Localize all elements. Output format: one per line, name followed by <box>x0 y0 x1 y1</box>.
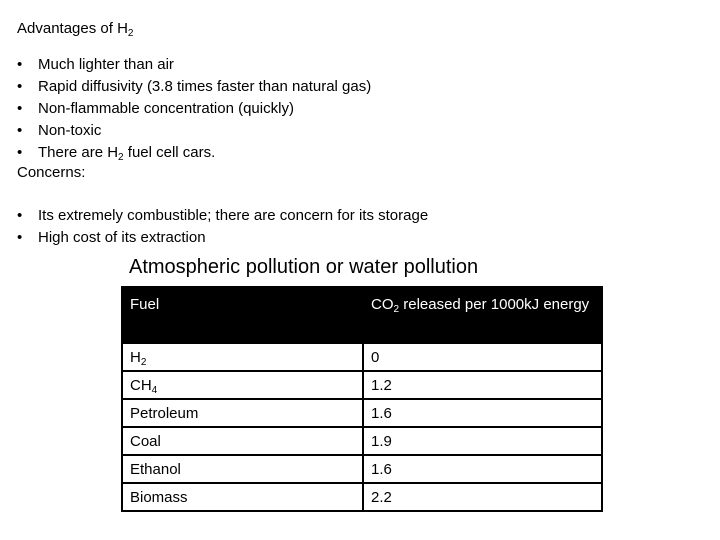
concerns-list <box>17 205 428 249</box>
bullet-icon: • <box>17 100 23 117</box>
bullet-icon: • <box>17 56 23 73</box>
list-item-text: Non-toxic <box>38 122 102 139</box>
fuel-name: Petroleum <box>130 404 199 422</box>
list-item-text: Its extremely combustible; there are concern for its storage <box>38 207 429 224</box>
fuel-cell <box>122 399 363 427</box>
fuel-subscript: 2 <box>140 356 147 368</box>
fuel-cell <box>122 371 363 399</box>
list-item-text: Much lighter than air <box>38 56 174 73</box>
list-item <box>17 205 428 227</box>
table-row <box>122 455 602 483</box>
fuel-cell <box>122 483 363 511</box>
header-fuel: Fuel <box>122 287 363 343</box>
fuel-subscript: 4 <box>151 384 158 396</box>
header-co2-text: CO <box>371 296 394 313</box>
list-item <box>17 120 371 142</box>
list-item <box>17 142 371 164</box>
co2-cell: 1.2 <box>363 371 602 399</box>
concerns-label: Concerns: <box>17 164 86 181</box>
table-header-row <box>122 287 602 343</box>
list-item <box>17 54 371 76</box>
advantages-list <box>17 54 371 164</box>
header-co2 <box>363 287 602 343</box>
table-title: Atmospheric pollution or water pollution <box>129 256 479 278</box>
fuel-name: Ethanol <box>130 460 181 478</box>
co2-cell: 0 <box>363 343 602 371</box>
co2-cell: 1.6 <box>363 399 602 427</box>
co2-cell: 1.9 <box>363 427 602 455</box>
bullet-icon: • <box>17 144 23 161</box>
list-item <box>17 98 371 120</box>
table-row <box>122 483 602 511</box>
list-item-text: Non-flammable concentration (quickly) <box>38 100 294 117</box>
header-co2-text-end: released per 1000kJ energy <box>399 296 590 313</box>
page-title-text: Advantages of H <box>17 20 128 37</box>
list-item-text-end: fuel cell cars. <box>123 144 216 161</box>
bullet-icon: • <box>17 207 23 224</box>
fuel-cell <box>122 343 363 371</box>
list-item <box>17 227 428 249</box>
page-title <box>17 20 133 37</box>
table-row <box>122 399 602 427</box>
bullet-icon: • <box>17 122 23 139</box>
list-item-text: There are H <box>38 144 119 161</box>
list-item-text: High cost of its extraction <box>38 229 206 246</box>
list-item <box>17 76 371 98</box>
table-row <box>122 371 602 399</box>
co2-cell: 2.2 <box>363 483 602 511</box>
bullet-icon: • <box>17 229 23 246</box>
co2-cell: 1.6 <box>363 455 602 483</box>
list-item-text: Rapid diffusivity (3.8 times faster than natural gas) <box>38 78 372 95</box>
table-row <box>122 343 602 371</box>
fuel-name: H <box>130 348 141 366</box>
fuel-cell <box>122 455 363 483</box>
co2-table <box>121 286 603 512</box>
header-co2-subscript: 2 <box>393 304 400 315</box>
table-row <box>122 427 602 455</box>
bullet-icon: • <box>17 78 23 95</box>
fuel-cell <box>122 427 363 455</box>
fuel-name: Coal <box>130 432 161 450</box>
fuel-name: CH <box>130 376 152 394</box>
fuel-name: Biomass <box>130 488 188 506</box>
page-title-subscript: 2 <box>127 28 134 39</box>
list-item-subscript: 2 <box>118 152 124 163</box>
